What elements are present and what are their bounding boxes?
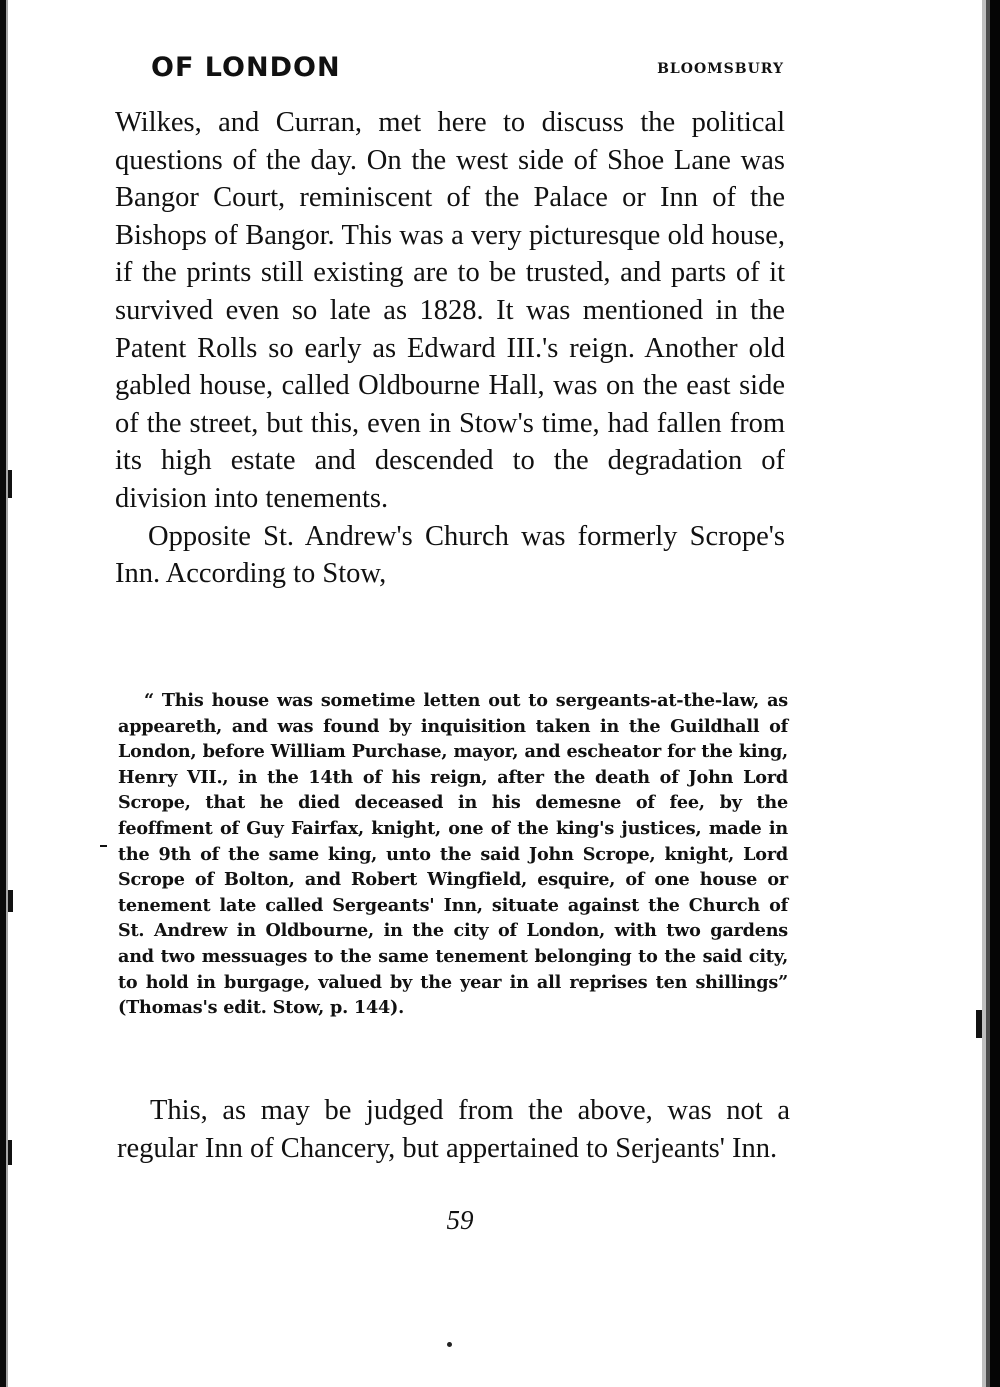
scan-mark (976, 1010, 982, 1038)
paragraph: This, as may be judged from the above, was not a regular Inn of Chancery, but appertained to Serjeants' Inn. (117, 1095, 790, 1164)
body-text (115, 104, 785, 593)
scan-mark (100, 845, 107, 847)
running-head-title: OF LONDON (151, 52, 341, 83)
paragraph: Opposite St. Andrew's Church was formerly Scrope's Inn. According to Stow, (115, 520, 785, 590)
scan-edge-right (978, 0, 1000, 1387)
scan-mark (8, 890, 13, 912)
quotation-text: “ This house was sometime letten out to sergeants-at-the-law, as appeareth, and was found by inquisition taken in the Guildhall of London, before William Purchase, mayor, and escheator for the king, Henry VII., in the 14th of his reign, after the death of John Lord Scrope, that he died deceased in his demesne of fee, by the feoffment of Guy Fairfax, knight, one of the king's justices, made in the 9th of the same king, unto the said John Scrope, knight, Lord Scrope of Bolton, and Robert Wingfield, esquire, of one house or tenement late called Sergeants' Inn, situate against the Church of St. Andrew in Oldbourne, in the city of London, with two gardens and two messuages to the same tenement belonging to the said city, to hold in burgage, valued by the year in all reprises ten shillings” (Thomas's edit. Stow, p. 144). (118, 690, 788, 1019)
running-head-section: BLOOMSBURY (657, 61, 784, 77)
paragraph: Wilkes, and Curran, met here to discuss the political questions of the day. On the west side of Shoe Lane was Bangor Court, reminiscent of the Palace or Inn of the Bishops of Bangor. This was a very picturesque old house, if the prints still existing are to be trusted, and parts of it survived even so late as 1828. It was mentioned in the Patent Rolls so early as Edward III.'s reign. Another old gabled house, called Oldbourne Hall, was on the east side of the street, but this, even in Stow's time, had fallen from its high estate and descended to the degradation of division into tenements. (115, 107, 785, 514)
page-number: 59 (446, 1205, 474, 1235)
scan-mark (8, 470, 12, 498)
block-quotation (118, 688, 788, 1021)
scan-mark (8, 1140, 12, 1165)
running-head (151, 52, 784, 86)
scan-edge-left (0, 0, 10, 1387)
closing-text (117, 1092, 790, 1167)
scan-dot (447, 1342, 452, 1347)
